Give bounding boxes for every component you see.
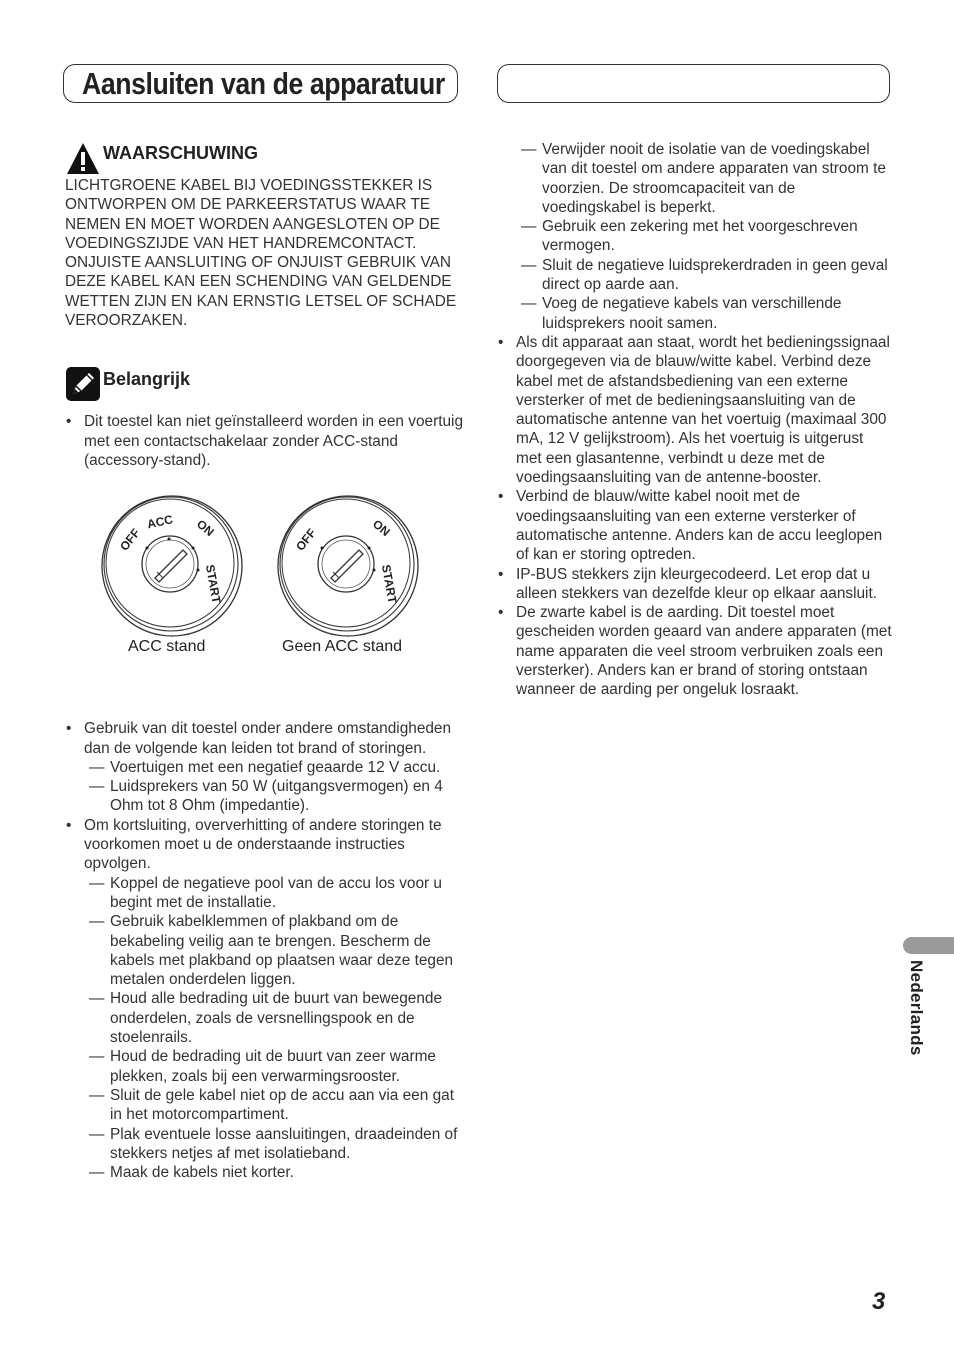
important-list-2 bbox=[65, 719, 465, 1182]
note-pencil-icon bbox=[66, 367, 100, 401]
no-acc-caption: Geen ACC stand bbox=[282, 638, 403, 656]
on-label: ON bbox=[193, 517, 217, 540]
continued-sub-list bbox=[497, 140, 892, 333]
list-item: • Verbind de blauw/witte kabel nooit met de voedingsaansluiting van een externe versterker of automatische antenne. Anders kan de accu leeglopen of kan er storing optreden. bbox=[497, 487, 892, 564]
acc-caption: ACC stand bbox=[128, 638, 206, 656]
sub-list-item: — Houd alle bedrading uit de buurt van bewegende onderdelen, zoals de versnellingspook en de stoelenrails. bbox=[84, 989, 465, 1047]
acc-label: ACC bbox=[145, 512, 175, 532]
warning-title: WAARSCHUWING bbox=[103, 143, 258, 163]
start-label: START bbox=[378, 563, 400, 605]
sub-list bbox=[84, 758, 465, 816]
acc-key-switch-illustration bbox=[99, 492, 247, 640]
page-number: 3 bbox=[872, 1288, 886, 1315]
left-column bbox=[65, 140, 465, 1182]
warning-heading bbox=[65, 140, 465, 176]
sub-list-item: — Voeg de negatieve kabels van verschillende luidsprekers nooit samen. bbox=[516, 294, 892, 333]
sub-list bbox=[84, 874, 465, 1183]
on-label: ON bbox=[369, 517, 393, 540]
important-heading bbox=[65, 366, 465, 402]
important-list-1 bbox=[65, 412, 465, 470]
language-label: Nederlands bbox=[907, 960, 926, 1056]
sub-list-item: — Voertuigen met een negatief geaarde 12 V accu. bbox=[84, 758, 465, 777]
no-acc-key-switch-illustration bbox=[275, 492, 423, 640]
start-label: START bbox=[202, 563, 224, 605]
list-item: • Als dit apparaat aan staat, wordt het bedieningssignaal doorgegeven via de blauw/witte kabel. Verbind deze kabel met de afstandsbediening van een externe versterker of met de bedieningsaansluiting van de automatische antenne van het voertuig (maximaal 300 mA, 12 V gelijkstroom). Als het voertuig is uitgerust met een glasantenne, verbindt u deze met de voedingsaansluiting van de antenne-booster. bbox=[497, 333, 892, 487]
list-item-text: Gebruik van dit toestel onder andere omstandigheden dan de volgende kan leiden tot brand of storingen. bbox=[84, 720, 452, 757]
off-label: OFF bbox=[293, 526, 319, 554]
sub-list-item: — Plak eventuele losse aansluitingen, draadeinden of stekkers netjes af met isolatieband. bbox=[84, 1125, 465, 1164]
sub-list-item: — Houd de bedrading uit de buurt van zeer warme plekken, zoals bij een verwarmingsrooster. bbox=[84, 1047, 465, 1086]
sub-list-item: — Gebruik kabelklemmen of plakband om de bekabeling veilig aan te brengen. Bescherm de kabels met plakband op plaatsen waar deze tegen metalen onderdelen liggen. bbox=[84, 912, 465, 989]
title-box bbox=[63, 64, 458, 103]
header-blank-box bbox=[497, 64, 890, 103]
warning-text: LICHTGROENE KABEL BIJ VOEDINGSSTEKKER IS ONTWORPEN OM DE PARKEERSTATUS WAAR TE NEMEN EN MOET WORDEN AANGESLOTEN OP DE VOEDINGSZIJDE VAN HET HANDREMCONTACT. ONJUISTE AANSLUITING OF ONJUIST GEBRUIK VAN DEZE KABEL KAN EEN SCHENDING VAN GELDENDE WETTEN ZIJN EN KAN ERNSTIG LETSEL OF SCHADE VEROORZAKEN. bbox=[65, 177, 457, 330]
right-bullet-list bbox=[497, 333, 892, 700]
language-tab bbox=[903, 937, 954, 954]
ignition-diagram bbox=[65, 492, 465, 702]
sub-list-item: — Luidsprekers van 50 W (uitgangsvermogen) en 4 Ohm tot 8 Ohm (impedantie). bbox=[84, 777, 465, 816]
warning-icon bbox=[66, 142, 100, 176]
sub-list-item: — Verwijder nooit de isolatie van de voedingskabel van dit toestel om andere apparaten van stroom te voorzien. De stroomcapaciteit van de voedingskabel is beperkt. bbox=[516, 140, 892, 217]
sub-list-item: — Maak de kabels niet korter. bbox=[84, 1163, 465, 1182]
sub-list-item: — Koppel de negatieve pool van de accu los voor u begint met de installatie. bbox=[84, 874, 465, 913]
list-item bbox=[65, 719, 465, 815]
list-item: • Dit toestel kan niet geïnstalleerd worden in een voertuig met een contactschakelaar zonder ACC-stand (accessory-stand). bbox=[65, 412, 465, 470]
sub-list-item: — Sluit de gele kabel niet op de accu aan via een gat in het motorcompartiment. bbox=[84, 1086, 465, 1125]
page-title: Aansluiten van de apparatuur bbox=[82, 66, 445, 101]
right-column bbox=[497, 140, 892, 700]
sub-list-item: — Sluit de negatieve luidsprekerdraden in geen geval direct op aarde aan. bbox=[516, 256, 892, 295]
list-item-text: Om kortsluiting, oververhitting of andere storingen te voorkomen moet u de onderstaande instructies opvolgen. bbox=[84, 816, 442, 873]
sub-list-item: — Gebruik een zekering met het voorgeschreven vermogen. bbox=[516, 217, 892, 256]
list-item: • IP-BUS stekkers zijn kleurgecodeerd. Let erop dat u alleen stekkers van dezelfde kleur op elkaar aansluit. bbox=[497, 565, 892, 604]
important-title: Belangrijk bbox=[103, 369, 191, 390]
off-label: OFF bbox=[117, 526, 143, 554]
list-item bbox=[65, 816, 465, 1183]
list-item: • De zwarte kabel is de aarding. Dit toestel moet gescheiden worden geaard van andere apparaten (met name apparaten die veel stroom verbruiken zoals een versterker). Anders kan er brand of storing ontstaan wanneer de aarding per ongeluk losraakt. bbox=[497, 603, 892, 699]
